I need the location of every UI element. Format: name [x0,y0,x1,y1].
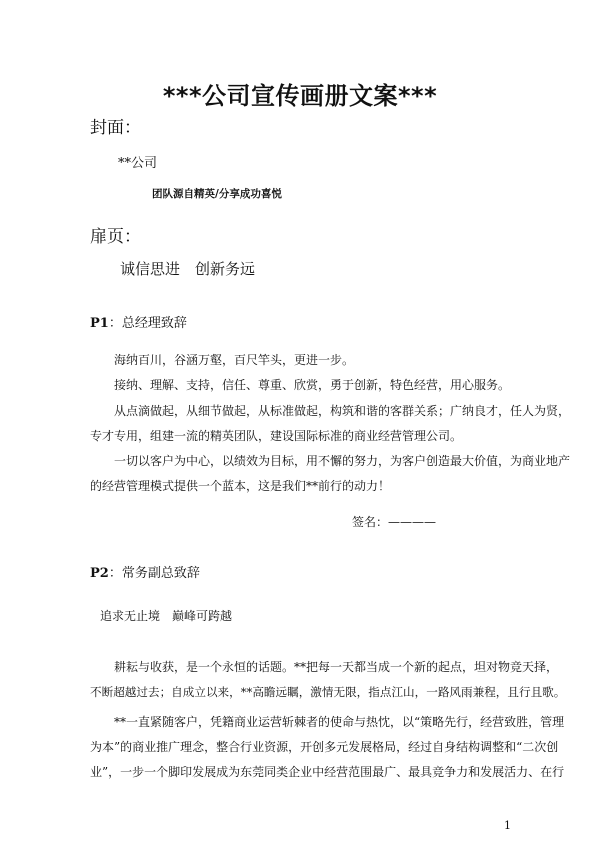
p2-paragraph-line: **一直紧随客户，凭籍商业运营斩棘者的使命与热忱，以“策略先行，经营致胜，管理 [114,715,565,729]
cover-slogan: 团队源自精英/分享成功喜悦 [152,188,282,200]
cover-label: 封面： [90,118,141,138]
document-title: ***公司宣传画册文案*** [162,82,438,110]
p1-paragraph-line: 从点滴做起，从细节做起，从标准做起，构筑和谐的客群关系；广纳良才，任人为贤， [114,404,571,418]
p2-motto: 追求无止境 巅峰可跨越 [100,609,233,623]
p1-heading-number: P1 [90,316,109,331]
p1-heading [90,312,187,331]
p2-paragraph-line: 业”，一步一个脚印发展成为东莞同类企业中经营范围最广、最具竞争力和发展活力、在行 [90,765,565,779]
signature-line: 签名：———— [352,515,437,529]
p2-paragraph-line: 为本”的商业推广理念，整合行业资源，开创多元发展格局，经过自身结构调整和“二次创 [90,740,559,754]
p1-heading-text: ：总经理致辞 [108,316,187,331]
p1-paragraph-line: 接纳、理解、支持，信任、尊重、欣赏，勇于创新，特色经营，用心服务。 [114,378,511,392]
p1-paragraph-line: 的经营管理模式提供一个蓝本，这是我们**前行的动力！ [90,479,391,493]
cover-company-name: **公司 [118,156,158,171]
p2-heading-number: P2 [90,566,109,581]
flyleaf-motto: 诚信思进 创新务远 [120,260,256,278]
page-number: 1 [504,819,511,832]
p2-heading [90,562,200,581]
p1-paragraph-line: 海纳百川，谷涵万壑，百尺竿头，更进一步。 [114,353,355,367]
p1-paragraph-line: 专才专用，组建一流的精英团队，建设国际标准的商业经营管理公司。 [90,429,463,443]
p1-paragraph-line: 一切以客户为中心，以绩效为目标，用不懈的努力，为客户创造最大价值，为商业地产 [114,454,571,468]
p2-paragraph-line: 不断超越过去；自成立以来，**高瞻远瞩，激情无限，指点江山，一路风雨兼程，且行且歌。 [90,685,566,699]
p2-paragraph-line: 耕耘与收获，是一个永恒的话题。**把每一天都当成一个新的起点，坦对物竞天择， [114,660,559,674]
flyleaf-label: 扉页： [90,227,141,247]
p2-heading-text: ：常务副总致辞 [108,566,200,581]
